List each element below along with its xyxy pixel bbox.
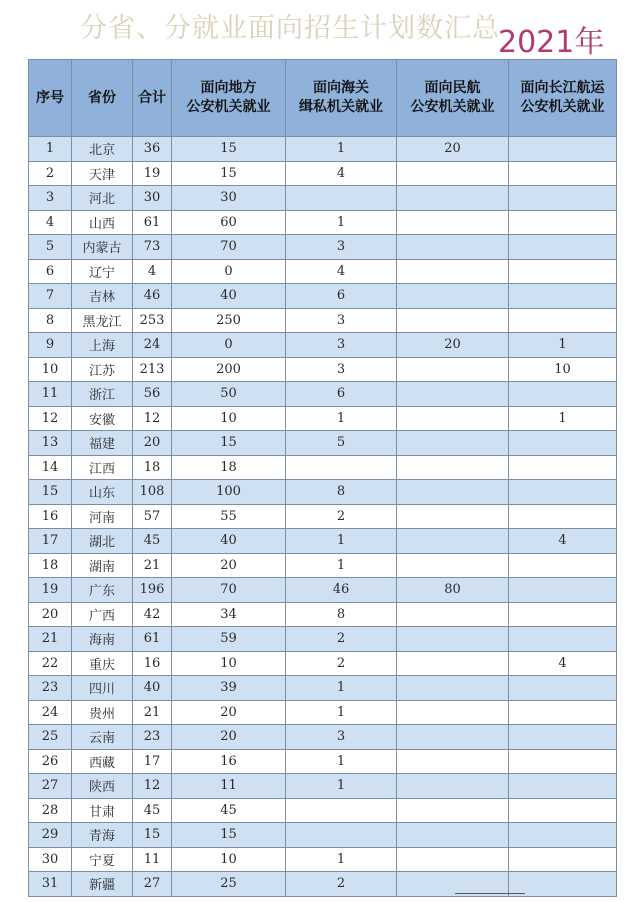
cell-total: 213 [133,357,172,382]
cell-yangtze [509,627,617,652]
table-row [29,529,617,554]
cell-total: 11 [133,847,172,872]
cell-customs: 3 [286,333,397,358]
table-row [29,774,617,799]
cell-total: 40 [133,676,172,701]
header-aviation-line2: 公安机关就业 [410,99,495,115]
cell-customs: 2 [286,504,397,529]
cell-total: 27 [133,872,172,897]
cell-customs [286,455,397,480]
header-aviation-line1: 面向民航 [424,80,481,96]
cell-province: 湖南 [72,553,133,578]
cell-yangtze [509,308,617,333]
cell-total: 57 [133,504,172,529]
cell-aviation [397,161,509,186]
cell-total: 24 [133,333,172,358]
cell-customs: 1 [286,700,397,725]
cell-yangtze [509,725,617,750]
cell-total: 61 [133,210,172,235]
cell-province: 辽宁 [72,259,133,284]
cell-province: 西藏 [72,749,133,774]
cell-province: 广东 [72,578,133,603]
cell-yangtze: 1 [509,333,617,358]
cell-aviation [397,553,509,578]
cell-local: 11 [172,774,286,799]
header-seq: 序号 [29,60,72,137]
table-row [29,431,617,456]
cell-yangtze: 4 [509,529,617,554]
cell-province: 广西 [72,602,133,627]
cell-total: 36 [133,137,172,162]
cell-total: 12 [133,774,172,799]
cell-province: 陕西 [72,774,133,799]
header-customs-line2: 缉私机关就业 [299,99,383,115]
table-row [29,333,617,358]
header-yangtze-line2: 公安机关就业 [520,99,605,115]
cell-aviation [397,284,509,309]
cell-customs: 1 [286,137,397,162]
cell-total: 21 [133,553,172,578]
cell-aviation [397,774,509,799]
cell-province: 河南 [72,504,133,529]
cell-seq: 25 [29,725,72,750]
cell-aviation [397,406,509,431]
table-row [29,504,617,529]
cell-seq: 7 [29,284,72,309]
cell-yangtze [509,700,617,725]
cell-customs: 1 [286,847,397,872]
cell-seq: 1 [29,137,72,162]
cell-aviation: 80 [397,578,509,603]
cell-province: 天津 [72,161,133,186]
cell-yangtze [509,259,617,284]
cell-province: 山西 [72,210,133,235]
header-local [172,60,286,137]
cell-local: 20 [172,700,286,725]
table-row [29,676,617,701]
cell-total: 21 [133,700,172,725]
cell-customs: 46 [286,578,397,603]
cell-aviation: 20 [397,137,509,162]
cell-yangtze [509,847,617,872]
cell-aviation [397,529,509,554]
cell-total: 56 [133,382,172,407]
cell-province: 湖北 [72,529,133,554]
cell-customs: 1 [286,210,397,235]
cell-seq: 23 [29,676,72,701]
year-label: 2021年 [498,25,605,60]
table-row [29,700,617,725]
cell-customs: 8 [286,480,397,505]
cell-province: 海南 [72,627,133,652]
cell-local: 39 [172,676,286,701]
cell-yangtze [509,578,617,603]
cell-total: 16 [133,651,172,676]
cell-seq: 31 [29,872,72,897]
table-row [29,823,617,848]
cell-total: 253 [133,308,172,333]
cell-customs: 3 [286,725,397,750]
cell-province: 云南 [72,725,133,750]
page-title: 分省、分就业面向招生计划数汇总 [80,13,500,44]
header-customs [286,60,397,137]
cell-local: 25 [172,872,286,897]
cell-customs: 5 [286,431,397,456]
cell-total: 42 [133,602,172,627]
cell-local: 20 [172,725,286,750]
cell-aviation [397,725,509,750]
cell-aviation [397,308,509,333]
cell-customs: 1 [286,676,397,701]
cell-local: 50 [172,382,286,407]
cell-customs [286,186,397,211]
header-province: 省份 [72,60,133,137]
cell-province: 贵州 [72,700,133,725]
cell-province: 新疆 [72,872,133,897]
cell-seq: 12 [29,406,72,431]
cell-aviation [397,700,509,725]
table-row [29,602,617,627]
cell-province: 吉林 [72,284,133,309]
table-body [29,137,617,897]
cell-seq: 28 [29,798,72,823]
cell-local: 59 [172,627,286,652]
table-row [29,651,617,676]
cell-seq: 11 [29,382,72,407]
cell-yangtze [509,235,617,260]
cell-aviation [397,259,509,284]
cell-aviation [397,210,509,235]
cell-seq: 17 [29,529,72,554]
cell-customs: 1 [286,553,397,578]
cell-local: 0 [172,333,286,358]
cell-yangtze: 4 [509,651,617,676]
cell-province: 四川 [72,676,133,701]
cell-seq: 13 [29,431,72,456]
cell-seq: 27 [29,774,72,799]
cell-local: 30 [172,186,286,211]
cell-seq: 5 [29,235,72,260]
cell-seq: 14 [29,455,72,480]
cell-province: 江西 [72,455,133,480]
cell-seq: 4 [29,210,72,235]
cell-province: 江苏 [72,357,133,382]
cell-aviation [397,749,509,774]
table-row [29,553,617,578]
cell-yangtze [509,774,617,799]
cell-yangtze: 10 [509,357,617,382]
cell-yangtze [509,382,617,407]
cell-local: 10 [172,847,286,872]
cell-province: 福建 [72,431,133,456]
cell-local: 40 [172,284,286,309]
cell-total: 20 [133,431,172,456]
cell-yangtze [509,186,617,211]
cell-customs: 2 [286,872,397,897]
cell-local: 34 [172,602,286,627]
cell-aviation [397,847,509,872]
table-row [29,798,617,823]
cell-seq: 26 [29,749,72,774]
cell-seq: 16 [29,504,72,529]
cell-yangtze [509,161,617,186]
footer-mark [455,893,525,897]
cell-total: 17 [133,749,172,774]
cell-yangtze [509,455,617,480]
cell-customs: 1 [286,406,397,431]
cell-seq: 21 [29,627,72,652]
cell-province: 青海 [72,823,133,848]
cell-aviation [397,676,509,701]
cell-province: 内蒙古 [72,235,133,260]
cell-aviation [397,455,509,480]
table-row [29,137,617,162]
cell-local: 100 [172,480,286,505]
cell-seq: 18 [29,553,72,578]
cell-province: 安徽 [72,406,133,431]
cell-seq: 10 [29,357,72,382]
cell-aviation: 20 [397,333,509,358]
cell-local: 10 [172,651,286,676]
cell-aviation [397,357,509,382]
cell-province: 甘肃 [72,798,133,823]
cell-yangtze [509,480,617,505]
cell-local: 70 [172,235,286,260]
cell-customs: 2 [286,627,397,652]
table-row [29,480,617,505]
cell-local: 0 [172,259,286,284]
cell-aviation [397,504,509,529]
table-row [29,406,617,431]
cell-local: 45 [172,798,286,823]
table-row [29,259,617,284]
cell-customs: 4 [286,259,397,284]
cell-customs: 3 [286,308,397,333]
cell-yangtze [509,823,617,848]
cell-aviation [397,627,509,652]
cell-total: 108 [133,480,172,505]
table-row [29,872,617,897]
cell-yangtze [509,798,617,823]
cell-aviation [397,431,509,456]
cell-seq: 2 [29,161,72,186]
cell-seq: 30 [29,847,72,872]
cell-local: 15 [172,161,286,186]
cell-seq: 8 [29,308,72,333]
cell-local: 16 [172,749,286,774]
cell-local: 20 [172,553,286,578]
header-yangtze-line1: 面向长江航运 [520,80,605,96]
cell-local: 60 [172,210,286,235]
cell-total: 73 [133,235,172,260]
table-row [29,210,617,235]
cell-yangtze [509,504,617,529]
cell-seq: 29 [29,823,72,848]
cell-aviation [397,602,509,627]
cell-total: 4 [133,259,172,284]
cell-province: 山东 [72,480,133,505]
table-row [29,455,617,480]
cell-seq: 24 [29,700,72,725]
cell-customs [286,823,397,848]
cell-province: 宁夏 [72,847,133,872]
cell-local: 15 [172,823,286,848]
header-aviation [397,60,509,137]
cell-customs: 8 [286,602,397,627]
cell-total: 15 [133,823,172,848]
table-row [29,357,617,382]
cell-customs: 2 [286,651,397,676]
table-row [29,284,617,309]
cell-province: 浙江 [72,382,133,407]
cell-province: 北京 [72,137,133,162]
cell-customs: 3 [286,235,397,260]
cell-aviation [397,823,509,848]
table-row [29,847,617,872]
cell-yangtze [509,602,617,627]
cell-aviation [397,382,509,407]
cell-aviation [397,480,509,505]
cell-total: 30 [133,186,172,211]
cell-local: 15 [172,137,286,162]
cell-aviation [397,186,509,211]
cell-total: 196 [133,578,172,603]
table-row [29,235,617,260]
cell-province: 河北 [72,186,133,211]
cell-yangtze [509,137,617,162]
cell-customs: 1 [286,529,397,554]
cell-customs: 6 [286,284,397,309]
cell-yangtze: 1 [509,406,617,431]
table-row [29,382,617,407]
header-local-line2: 公安机关就业 [186,99,271,115]
cell-yangtze [509,749,617,774]
cell-customs [286,798,397,823]
cell-yangtze [509,284,617,309]
cell-total: 61 [133,627,172,652]
cell-yangtze [509,676,617,701]
cell-yangtze [509,210,617,235]
cell-seq: 20 [29,602,72,627]
cell-local: 15 [172,431,286,456]
cell-local: 40 [172,529,286,554]
cell-total: 45 [133,529,172,554]
cell-aviation [397,235,509,260]
cell-seq: 3 [29,186,72,211]
cell-total: 19 [133,161,172,186]
cell-local: 200 [172,357,286,382]
table-row [29,725,617,750]
table-header-row [29,60,617,137]
cell-local: 70 [172,578,286,603]
cell-local: 18 [172,455,286,480]
cell-province: 重庆 [72,651,133,676]
plan-table [28,59,617,897]
cell-province: 上海 [72,333,133,358]
cell-total: 18 [133,455,172,480]
header-customs-line1: 面向海关 [313,80,369,96]
table-row [29,186,617,211]
cell-seq: 9 [29,333,72,358]
cell-customs: 1 [286,749,397,774]
cell-customs: 3 [286,357,397,382]
cell-customs: 6 [286,382,397,407]
cell-seq: 19 [29,578,72,603]
header-total: 合计 [133,60,172,137]
cell-customs: 1 [286,774,397,799]
cell-local: 250 [172,308,286,333]
cell-total: 12 [133,406,172,431]
table-row [29,578,617,603]
cell-seq: 6 [29,259,72,284]
header-local-line1: 面向地方 [200,80,257,96]
cell-aviation [397,798,509,823]
cell-local: 55 [172,504,286,529]
cell-yangtze [509,553,617,578]
table-row [29,749,617,774]
cell-seq: 22 [29,651,72,676]
cell-local: 10 [172,406,286,431]
cell-total: 45 [133,798,172,823]
table-row [29,161,617,186]
cell-seq: 15 [29,480,72,505]
table-row [29,308,617,333]
table-row [29,627,617,652]
header-yangtze [509,60,617,137]
cell-total: 23 [133,725,172,750]
cell-customs: 4 [286,161,397,186]
cell-total: 46 [133,284,172,309]
cell-yangtze [509,431,617,456]
cell-province: 黑龙江 [72,308,133,333]
cell-aviation [397,651,509,676]
